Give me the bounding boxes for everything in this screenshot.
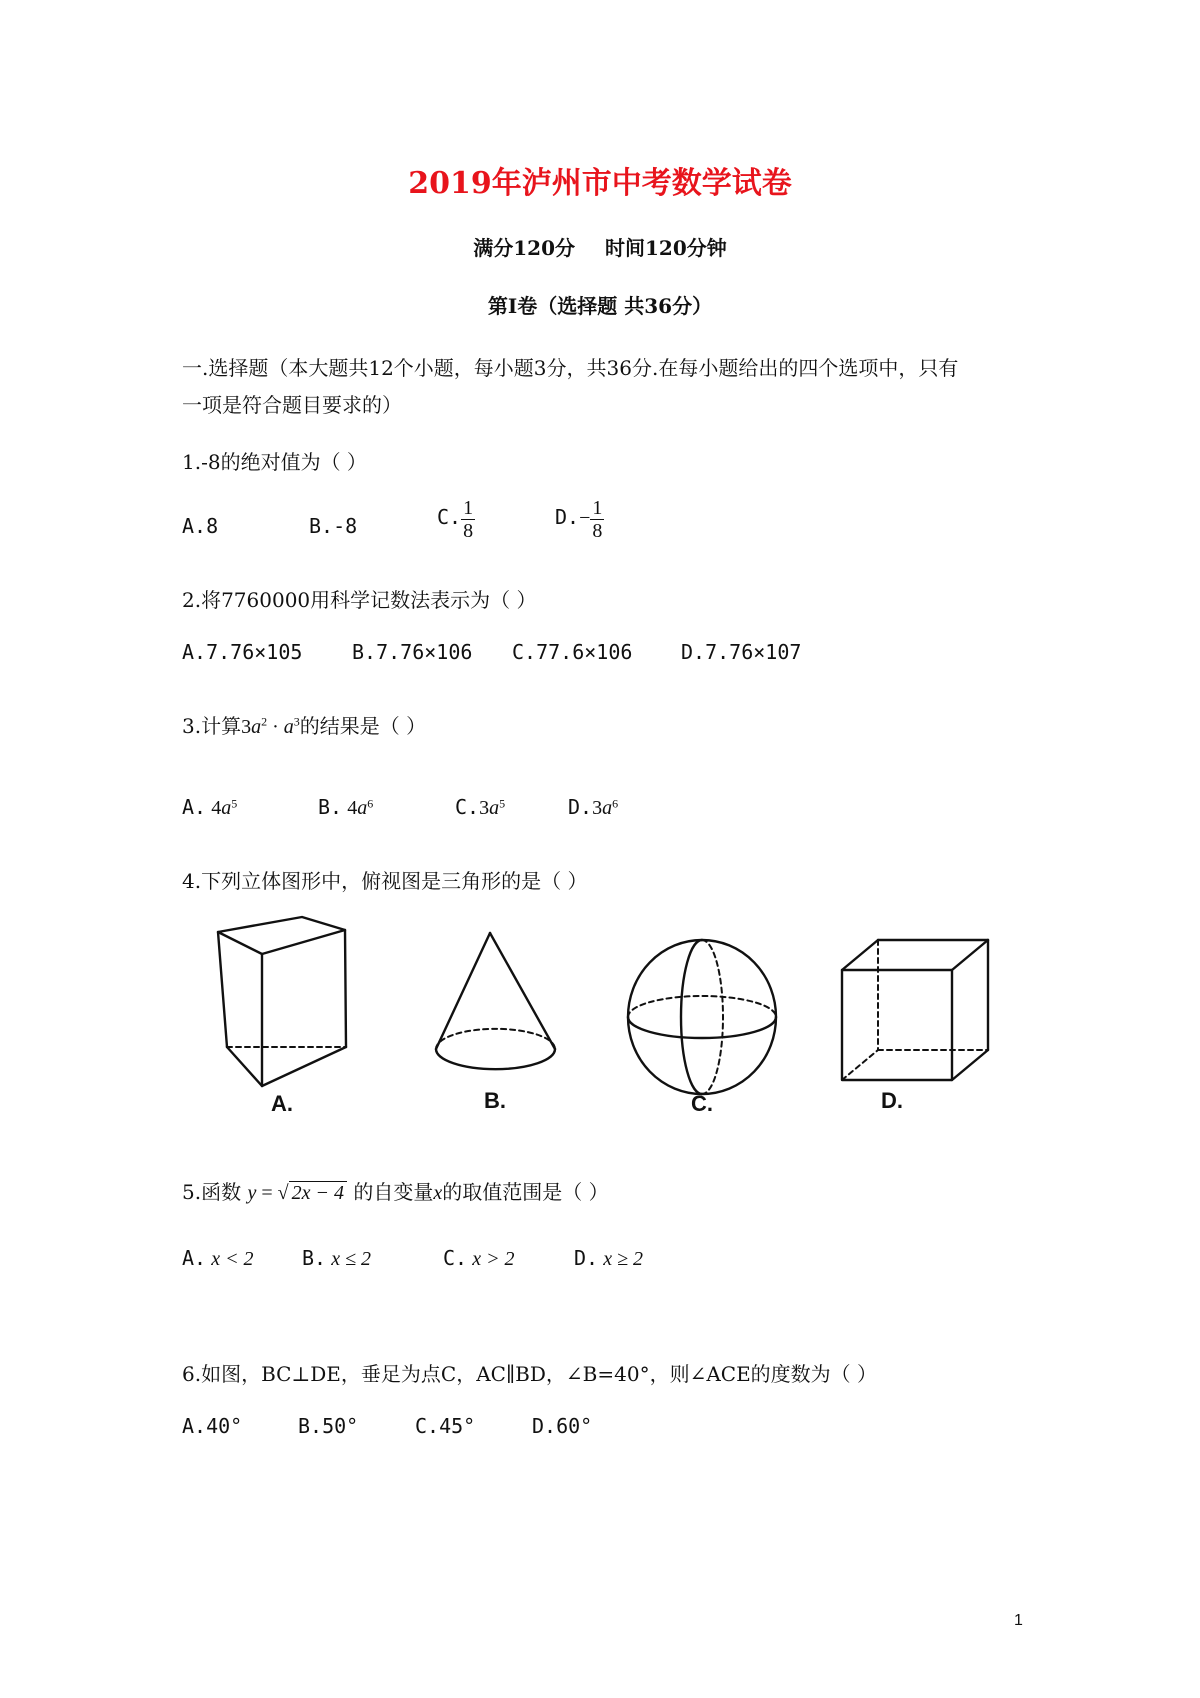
q5-option-c-expr: x > 2 <box>472 1248 515 1270</box>
q5-option-a <box>182 1246 254 1271</box>
q5-radicand: 2x − 4 <box>289 1181 347 1204</box>
q3-option-c-exp: 5 <box>499 796 506 811</box>
q3-option-a-var: a <box>221 797 232 819</box>
q5-stem-suffix: 的取值范围是（ ） <box>442 1180 609 1204</box>
q3-expr-exp-1: 2 <box>261 714 268 729</box>
q3-option-d-prefix: D. <box>568 795 593 819</box>
q3-option-c-prefix: C. <box>455 795 480 819</box>
section-intro-line2: 一项是符合题目要求的） <box>182 393 402 417</box>
q3-stem-prefix: 3.计算 <box>182 714 242 738</box>
figure-label-a: A. <box>271 1091 293 1116</box>
q1-option-c-numerator: 1 <box>463 497 474 519</box>
cone-figure <box>436 933 555 1069</box>
q4-stem: 4.下列立体图形中，俯视图是三角形的是（ ） <box>182 869 588 893</box>
q1-option-d-prefix: D. <box>555 505 580 529</box>
q3-option-b-prefix: B. <box>318 795 343 819</box>
q3-option-a-prefix: A. <box>182 795 207 819</box>
q1-option-b: B.-8 <box>309 514 358 538</box>
q5-stem-mid: 的自变量 <box>353 1180 434 1204</box>
q3-option-b-var: a <box>357 797 368 819</box>
section-intro-line1: 一.选择题（本大题共12个小题，每小题3分，共36分.在每小题给出的四个选项中，只有 <box>182 356 959 380</box>
page-number: 1 <box>1014 1612 1023 1629</box>
sphere-figure <box>628 940 776 1094</box>
q5-radical-sign: √ <box>277 1182 289 1204</box>
q5-option-b-prefix: B. <box>302 1246 327 1270</box>
q3-option-d-var: a <box>602 797 613 819</box>
q5-stem-prefix: 5.函数 <box>182 1180 242 1204</box>
q1-option-d-numerator: 1 <box>592 497 603 519</box>
q5-option-a-prefix: A. <box>182 1246 207 1270</box>
q3-expr-var-2: a <box>283 716 294 738</box>
figure-label-c: C. <box>691 1091 713 1116</box>
q2-option-a: A.7.76×105 <box>182 640 303 664</box>
q3-expr-coef: 3 <box>241 716 252 738</box>
q5-option-a-expr: x < 2 <box>211 1248 254 1270</box>
q1-option-a: A.8 <box>182 514 219 538</box>
q2-option-c: C.77.6×106 <box>512 640 633 664</box>
q3-option-a-coef: 4 <box>211 797 222 819</box>
q5-x-var: x <box>433 1182 443 1204</box>
q3-expr-var-1: a <box>251 716 262 738</box>
q6-option-d: D.60° <box>532 1414 593 1438</box>
q6-option-c: C.45° <box>415 1414 476 1438</box>
q1-stem: 1.-8的绝对值为（ ） <box>182 450 367 474</box>
q6-option-b: B.50° <box>298 1414 359 1438</box>
q1-option-c-prefix: C. <box>437 505 462 529</box>
q5-option-b <box>302 1246 371 1271</box>
q3-option-c-var: a <box>489 797 500 819</box>
q2-option-d: D.7.76×107 <box>681 640 802 664</box>
q3-expr-exp-2: 3 <box>293 714 300 729</box>
q5-option-c-prefix: C. <box>443 1246 468 1270</box>
time-info: 时间120分钟 <box>605 236 727 260</box>
figure-label-d: D. <box>881 1088 903 1113</box>
q1-option-c-denominator: 8 <box>463 520 474 542</box>
q3-option-a-exp: 5 <box>231 796 238 811</box>
q5-option-c <box>443 1246 515 1271</box>
q3-option-c-coef: 3 <box>479 797 490 819</box>
q1-option-d-sign: − <box>579 507 591 529</box>
q5-stem <box>182 1176 609 1205</box>
q3-option-d-exp: 6 <box>612 796 619 811</box>
q6-option-a: A.40° <box>182 1414 243 1438</box>
figure-label-b: B. <box>484 1088 506 1113</box>
q3-expr-dot: · <box>267 716 284 738</box>
q3-option-b-exp: 6 <box>367 796 374 811</box>
q5-equals: = <box>256 1182 278 1204</box>
q3-option-d-coef: 3 <box>592 797 603 819</box>
q5-option-d-prefix: D. <box>574 1246 599 1270</box>
q1-option-d-denominator: 8 <box>592 520 603 542</box>
q2-stem: 2.将7760000用科学记数法表示为（ ） <box>182 588 537 612</box>
q2-option-b: B.7.76×106 <box>352 640 473 664</box>
score-info: 满分120分 <box>473 236 575 260</box>
section-title: 第Ⅰ卷（选择题 共36分） <box>487 294 713 318</box>
q5-y-var: y <box>247 1182 257 1204</box>
exam-title: 2019年泸州市中考数学试卷 <box>408 166 792 201</box>
triangular-prism-figure <box>218 917 346 1086</box>
q3-stem-suffix: 的结果是（ ） <box>299 714 427 738</box>
q3-option-b-coef: 4 <box>347 797 358 819</box>
q6-stem: 6.如图，BC⊥DE，垂足为点C，AC∥BD，∠B=40°，则∠ACE的度数为（ ） <box>182 1362 878 1386</box>
q5-option-b-expr: x ≤ 2 <box>331 1248 372 1270</box>
cube-figure <box>842 940 988 1080</box>
q5-option-d-expr: x ≥ 2 <box>603 1248 644 1270</box>
q5-option-d <box>574 1246 643 1271</box>
